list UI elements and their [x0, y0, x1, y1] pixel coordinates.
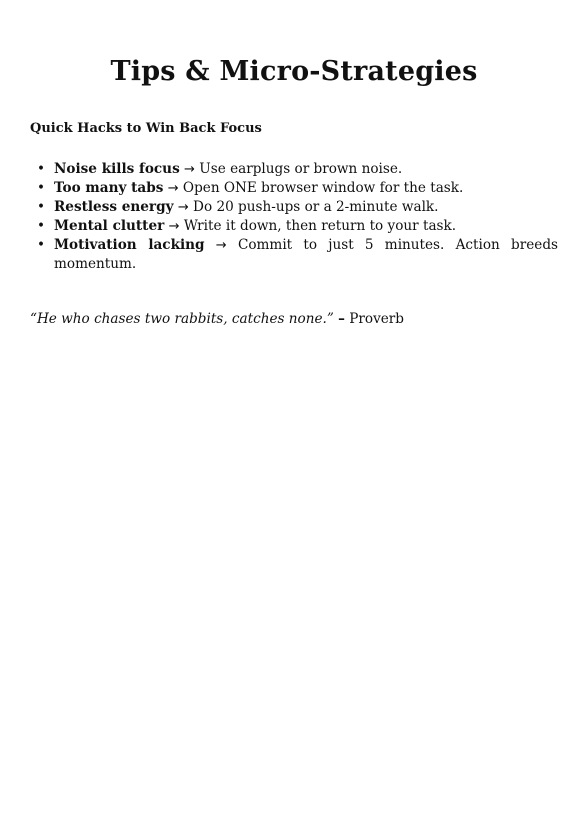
list-item: [30, 198, 558, 217]
list-item: [30, 179, 558, 198]
list-item: [30, 217, 558, 236]
section-subheading: Quick Hacks to Win Back Focus: [30, 121, 262, 136]
arrow-right-icon: →: [184, 162, 195, 177]
bullet-icon: •: [37, 237, 46, 253]
page-title: Tips & Micro-Strategies: [110, 56, 478, 87]
bullet-icon: •: [37, 199, 46, 215]
tip-text: Do 20 push-ups or a 2-minute walk.: [188, 199, 439, 215]
bullet-icon: •: [37, 218, 46, 234]
tip-text: Use earplugs or brown noise.: [194, 161, 403, 177]
arrow-right-icon: →: [177, 200, 189, 215]
arrow-right-icon: →: [167, 181, 179, 196]
tip-key: Motivation lacking: [54, 237, 205, 253]
arrow-right-icon: →: [215, 238, 227, 253]
quote-attribution: Proverb: [349, 311, 405, 327]
tip-text: Write it down, then return to your task.: [179, 218, 457, 234]
tip-key: Restless energy: [54, 199, 174, 215]
list-item: [30, 160, 558, 179]
tip-text: Open ONE browser window for the task.: [178, 180, 464, 196]
list-item: [30, 236, 558, 273]
bullet-icon: •: [37, 161, 46, 177]
quote-dash: –: [338, 311, 345, 327]
quote-text: “He who chases two rabbits, catches none.”: [30, 311, 334, 327]
quote: [30, 310, 404, 328]
arrow-right-icon: →: [168, 219, 180, 234]
tips-list: [30, 160, 558, 273]
tip-key: Noise kills focus: [54, 161, 180, 177]
tip-key: Too many tabs: [54, 180, 164, 196]
bullet-icon: •: [37, 180, 46, 196]
tip-text: Commit to just 5 minutes. Action breeds momentum.: [54, 237, 558, 272]
tip-key: Mental clutter: [54, 218, 165, 234]
